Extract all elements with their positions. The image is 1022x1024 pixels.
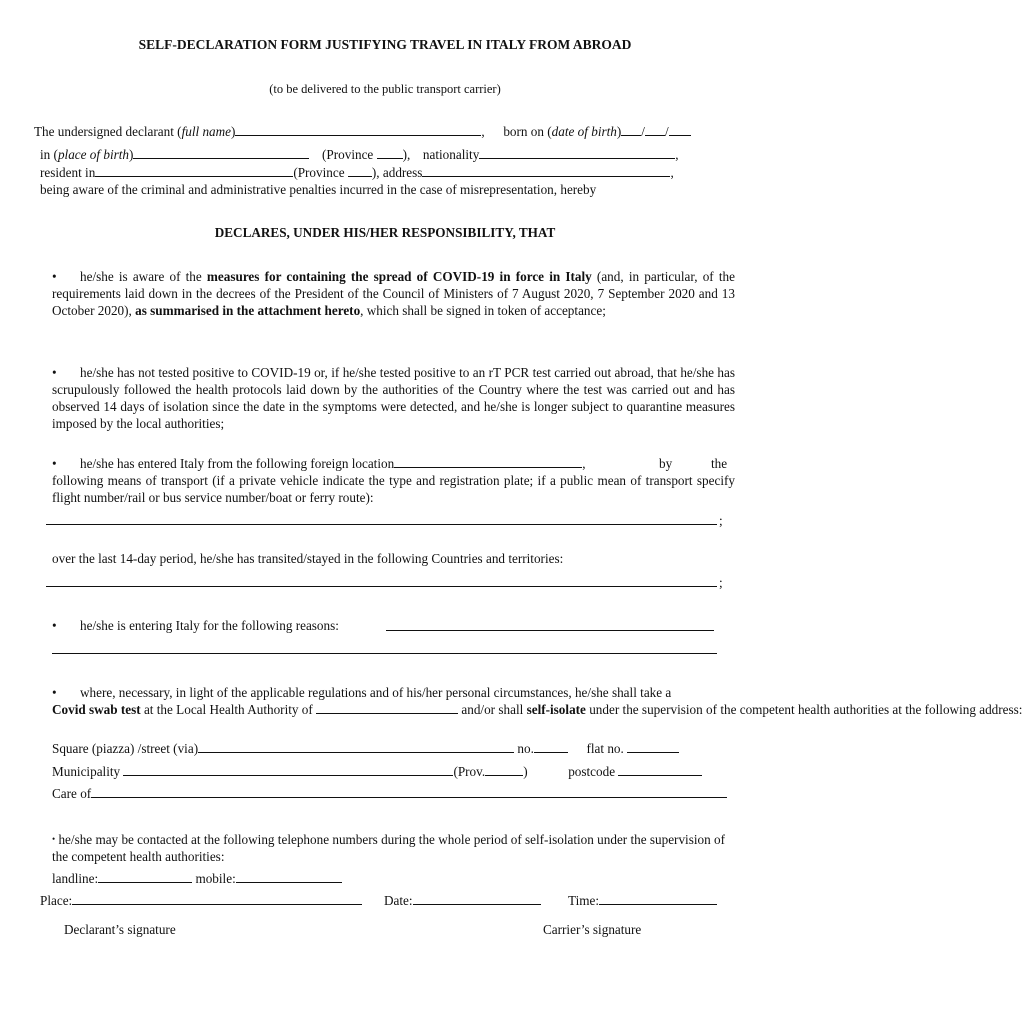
bullet: • xyxy=(52,685,57,700)
bullet: • xyxy=(52,618,57,633)
text: flat no. xyxy=(586,741,624,756)
bullet: • xyxy=(52,456,57,471)
intro-text: , xyxy=(481,124,485,139)
text: ; xyxy=(719,513,723,528)
form-subtitle: (to be delivered to the public transport carrier) xyxy=(269,82,501,96)
intro-text: (Province xyxy=(293,165,345,180)
declaration-test-status xyxy=(52,364,735,432)
province-field[interactable] xyxy=(485,763,523,776)
street-number-field[interactable] xyxy=(534,740,568,753)
intro-text: , xyxy=(670,165,674,180)
text: under the supervision of the competent health authorities at the following address: xyxy=(585,702,1022,717)
text-bold: measures for containing the spread of COVID-19 in force in Italy xyxy=(206,269,592,284)
means-of-transport-text: following means of transport (if a private vehicle indicate the type and registration plate; if a public mean of transport specify flight number/rail or bus service number/boat or ferry route): xyxy=(52,473,735,505)
reasons-field-1[interactable] xyxy=(386,630,714,631)
care-of-line xyxy=(52,785,727,802)
intro-text: born on ( xyxy=(503,124,552,139)
text: (and, in particular, of the requirements laid down in the decrees of the President of the Council of Ministers of 7 August 2020, 7 September 2020 and 13 October 2020), xyxy=(52,269,735,318)
intro-line-4: being aware of the criminal and administrative penalties incurred in the case of misrepresentation, hereby xyxy=(40,182,597,197)
time-field[interactable] xyxy=(599,892,717,905)
text: Place: xyxy=(40,893,73,908)
residence-province-field[interactable] xyxy=(348,164,372,177)
landline-field[interactable] xyxy=(98,870,192,883)
date-line xyxy=(384,892,541,909)
text: he/she is aware of the xyxy=(80,269,207,284)
text: he/she has not tested positive to COVID-19 or, if he/she tested positive to an rT PCR test carried out abroad, that he/she has scrupulously followed the health protocols laid down by the authorities of the Country where the test was carried out and has observed 14 days of isolation since the date in the symptoms were detected, and he/she is longer subject to quarantine measures imposed by the local authorities; xyxy=(52,365,735,431)
declares-heading: DECLARES, UNDER HIS/HER RESPONSIBILITY, THAT xyxy=(214,225,556,240)
dob-label: date of birth xyxy=(551,124,617,139)
bullet: • xyxy=(52,834,56,844)
dob-month-field[interactable] xyxy=(645,123,665,136)
health-authority-field[interactable] xyxy=(316,701,458,714)
reasons-field-2[interactable] xyxy=(52,653,717,654)
contact-line-1 xyxy=(52,831,735,865)
text: the xyxy=(711,456,728,471)
municipality-field[interactable] xyxy=(123,763,453,776)
date-field[interactable] xyxy=(413,892,541,905)
entry-location-line xyxy=(52,455,735,472)
mobile-field[interactable] xyxy=(236,870,342,883)
declarant-signature-label: Declarant’s signature xyxy=(64,922,176,937)
nationality-field[interactable] xyxy=(479,146,675,159)
transit-text: over the last 14-day period, he/she has transited/stayed in the following Countries and territories: xyxy=(52,551,564,566)
intro-text: , xyxy=(675,147,679,162)
intro-text: resident in xyxy=(40,165,96,180)
postcode-field[interactable] xyxy=(618,763,702,776)
text: where, necessary, in light of the applicable regulations and of his/her personal circumstances, he/she shall take a xyxy=(80,685,672,700)
residence-field[interactable] xyxy=(95,164,293,177)
dob-year-field[interactable] xyxy=(669,123,691,136)
place-field[interactable] xyxy=(72,892,362,905)
foreign-location-field[interactable] xyxy=(394,455,582,468)
address-field[interactable] xyxy=(422,164,670,177)
text: he/she has entered Italy from the following foreign location xyxy=(80,456,395,471)
flat-number-field[interactable] xyxy=(627,740,679,753)
place-of-birth-field[interactable] xyxy=(133,146,309,159)
text: ; xyxy=(719,575,723,590)
intro-text: ), address xyxy=(371,165,423,180)
intro-line-2 xyxy=(40,146,679,163)
form-title: SELF-DECLARATION FORM JUSTIFYING TRAVEL IN ITALY FROM ABROAD xyxy=(138,37,632,52)
full-name-field[interactable] xyxy=(235,123,481,136)
intro-line-3 xyxy=(40,164,674,181)
text: Care of xyxy=(52,786,92,801)
transit-countries-field[interactable] xyxy=(46,586,717,587)
pob-label: place of birth xyxy=(57,147,130,162)
intro-text: ) xyxy=(616,124,622,139)
intro-text: The undersigned declarant ( xyxy=(34,124,182,139)
text: he/she may be contacted at the following telephone numbers during the whole period of self-isolation under the supervision of the competent health authorities: xyxy=(52,832,725,864)
text: (Prov. xyxy=(453,764,486,779)
text: , xyxy=(582,456,586,471)
intro-text: (Province xyxy=(322,147,374,162)
entry-reasons-line xyxy=(52,617,339,634)
intro-text: ) xyxy=(231,124,236,139)
transport-field[interactable] xyxy=(46,524,717,525)
bullet: • xyxy=(52,269,57,284)
swab-test-line-1 xyxy=(52,684,671,701)
bullet: • xyxy=(52,365,57,380)
text: Time: xyxy=(568,893,600,908)
street-line xyxy=(52,740,679,757)
time-line xyxy=(568,892,717,909)
text-bold: Covid swab test xyxy=(52,702,141,717)
text-bold: self-isolate xyxy=(526,702,586,717)
intro-text: in ( xyxy=(40,147,58,162)
text: ) xyxy=(523,764,528,779)
dob-day-field[interactable] xyxy=(621,123,641,136)
text-bold: as summarised in the attachment hereto xyxy=(135,303,361,318)
text: mobile: xyxy=(195,871,236,886)
care-of-field[interactable] xyxy=(91,785,727,798)
text: postcode xyxy=(568,764,616,779)
swab-test-line-2 xyxy=(52,701,1022,718)
carrier-signature-label: Carrier’s signature xyxy=(543,922,642,937)
text: Date: xyxy=(384,893,413,908)
intro-line-1: The undersigned declarant (full name) , born on (date of birth) / / xyxy=(34,123,691,140)
declaration-awareness xyxy=(52,268,735,319)
text: at the Local Health Authority of xyxy=(140,702,313,717)
intro-text: ) xyxy=(129,147,134,162)
place-line xyxy=(40,892,362,909)
text: Square (piazza) /street (via) xyxy=(52,741,199,756)
text: , which shall be signed in token of acceptance; xyxy=(360,303,606,318)
text: Municipality xyxy=(52,764,121,779)
phones-line xyxy=(52,870,342,887)
intro-text: ), xyxy=(402,147,411,162)
province-of-birth-field[interactable] xyxy=(377,146,403,159)
text: by xyxy=(659,456,673,471)
street-field[interactable] xyxy=(198,740,514,753)
municipality-line xyxy=(52,763,702,780)
text: he/she is entering Italy for the following reasons: xyxy=(80,618,339,633)
intro-text: nationality xyxy=(422,147,480,162)
text: no. xyxy=(517,741,534,756)
full-name-label: full name xyxy=(181,124,232,139)
text: landline: xyxy=(52,871,99,886)
text: and/or shall xyxy=(461,702,527,717)
